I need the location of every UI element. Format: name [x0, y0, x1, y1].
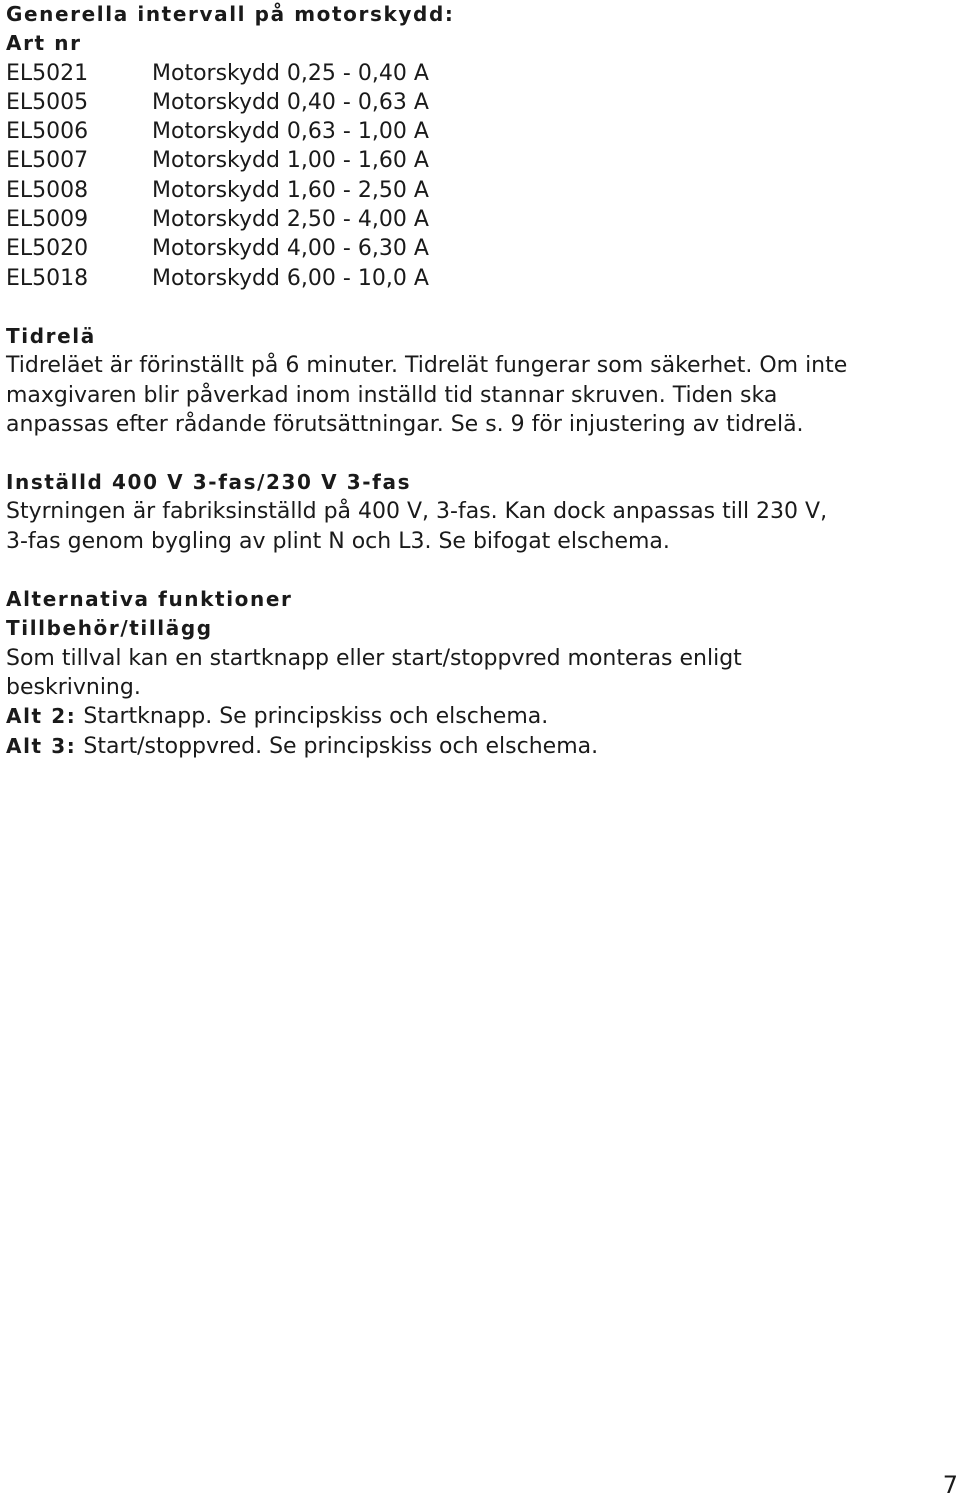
tidrela-text-line: Tidreläet är förinställt på 6 minuter. Tidrelät fungerar som säkerhet. Om inte: [6, 353, 848, 379]
article-number: EL5020: [6, 236, 89, 262]
spacer: [6, 556, 954, 585]
article-description: Motorskydd 4,00 - 6,30 A: [152, 236, 429, 262]
list-item: [6, 59, 954, 88]
list-item: [6, 264, 954, 293]
tidrela-text-line: anpassas efter rådande förutsättningar. Se s. 9 för injustering av tidrelä.: [6, 411, 804, 437]
alt2-text: Startknapp. Se principskiss och elschema.: [76, 704, 549, 730]
alternativa-heading: Alternativa funktioner: [6, 587, 293, 612]
list-item: [6, 234, 954, 263]
article-number: EL5008: [6, 177, 89, 203]
tillbehor-subheading: Tillbehör/tillägg: [6, 616, 213, 641]
tidrela-text-line: maxgivaren blir påverkad inom inställd tid stannar skruven. Tiden ska: [6, 382, 778, 408]
alt3-text: Start/stoppvred. Se principskiss och elschema.: [76, 733, 599, 759]
page-number: 7: [942, 1471, 958, 1499]
list-item: [6, 117, 954, 146]
list-item: [6, 146, 954, 175]
spacer: [6, 293, 954, 322]
installd-text-line: Styrningen är fabriksinställd på 400 V, 3-fas. Kan dock anpassas till 230 V,: [6, 499, 828, 525]
alternativa-text-line: Som tillval kan en startknapp eller start/stoppvred monteras enligt: [6, 645, 742, 671]
article-description: Motorskydd 6,00 - 10,0 A: [152, 265, 429, 291]
document-page: [6, 0, 954, 761]
list-item: [6, 205, 954, 234]
article-number: EL5009: [6, 207, 89, 233]
motorskydd-heading: Generella intervall på motorskydd:: [6, 2, 455, 26]
article-description: Motorskydd 1,00 - 1,60 A: [152, 148, 429, 174]
article-number: EL5005: [6, 89, 89, 115]
spacer: [6, 439, 954, 468]
article-description: Motorskydd 0,63 - 1,00 A: [152, 119, 429, 145]
alternativa-text-line: beskrivning.: [6, 674, 141, 700]
article-description: Motorskydd 0,25 - 0,40 A: [152, 60, 429, 86]
alt3-label: Alt 3:: [6, 733, 77, 758]
article-description: Motorskydd 0,40 - 0,63 A: [152, 89, 429, 115]
list-item: [6, 88, 954, 117]
art-nr-header: Art nr: [6, 31, 82, 56]
article-number: EL5007: [6, 148, 89, 174]
installd-heading: Inställd 400 V 3-fas/230 V 3-fas: [6, 470, 412, 495]
article-number: EL5018: [6, 265, 89, 291]
article-description: Motorskydd 2,50 - 4,00 A: [152, 207, 429, 233]
article-number: EL5006: [6, 119, 89, 145]
alt3-line: [6, 732, 954, 761]
motorskydd-list: [6, 59, 954, 293]
alt2-label: Alt 2:: [6, 704, 77, 729]
alt2-line: [6, 702, 954, 731]
article-description: Motorskydd 1,60 - 2,50 A: [152, 177, 429, 203]
tidrela-heading: Tidrelä: [6, 323, 96, 348]
article-number: EL5021: [6, 60, 89, 86]
list-item: [6, 176, 954, 205]
installd-text-line: 3-fas genom bygling av plint N och L3. Se bifogat elschema.: [6, 528, 670, 554]
